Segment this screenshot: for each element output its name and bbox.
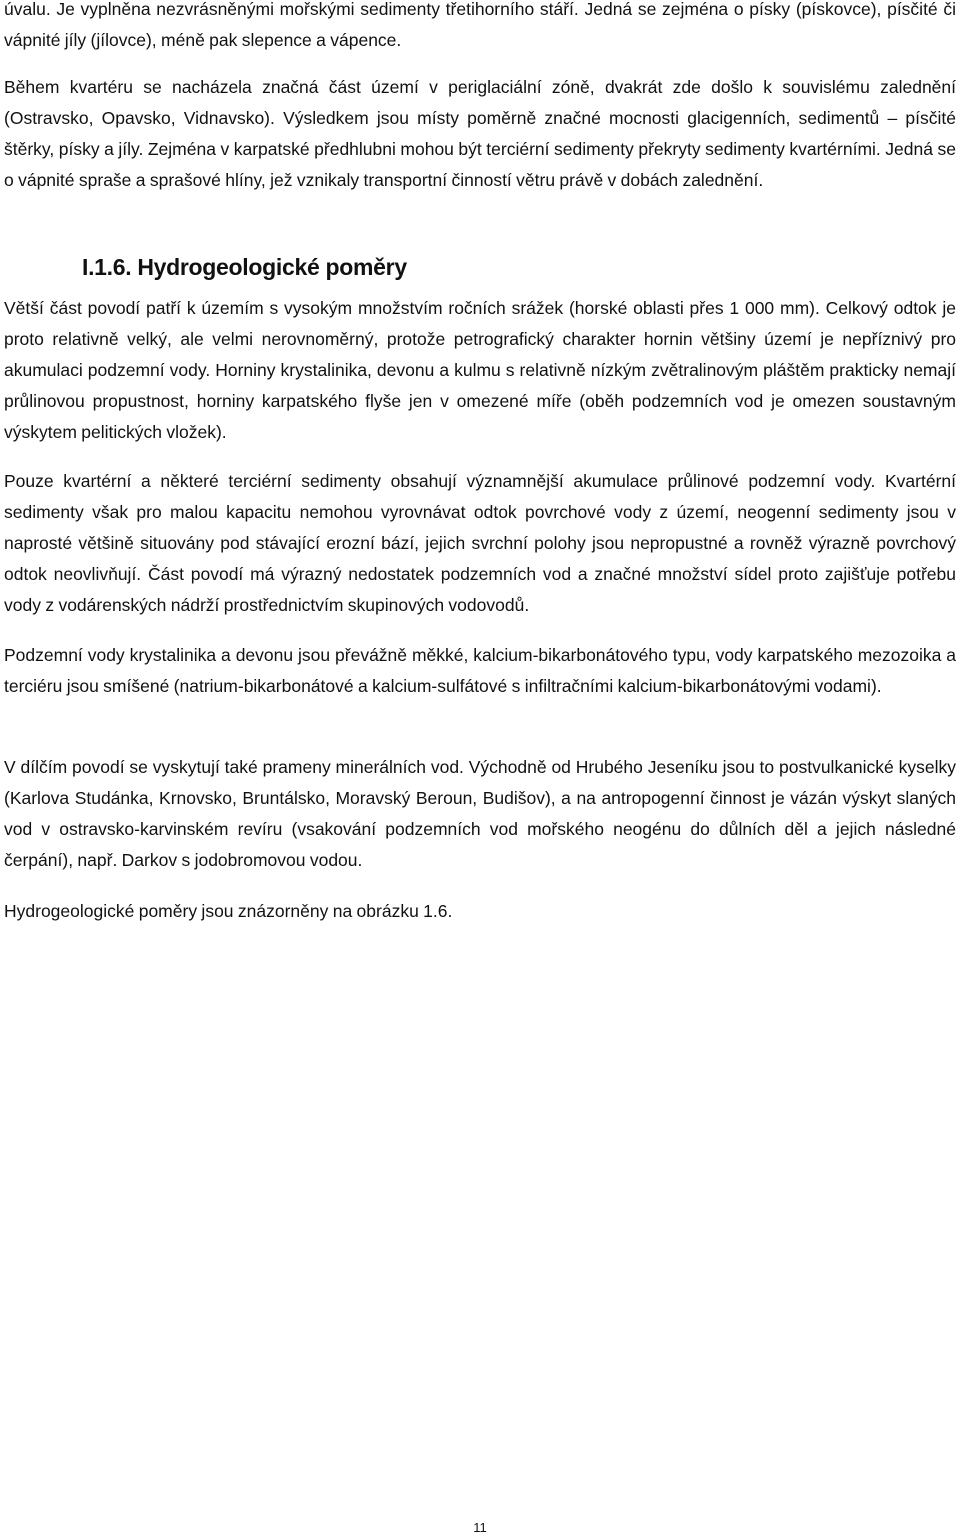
paragraph-mineral-springs: V dílčím povodí se vyskytují také prameny minerálních vod. Východně od Hrubého Jeseníku jsou to postvulkanické kyselky (Karlova Studánka, Krnovsko, Bruntálsko, Moravský Beroun, Budišov), a na antropogenní činnost je vázán výskyt slaných vod v ostravsko-karvinském revíru (vsakování podzemních vod mořského neogénu do důlních děl a jejich následné čerpání), např. Darkov s jodobromovou vodou.: [4, 757, 956, 870]
section-heading: [82, 250, 407, 284]
section-number: I.1.6.: [82, 254, 132, 280]
paragraph-aquifers: Pouze kvartérní a některé terciérní sedimenty obsahují významnější akumulace průlinové podzemní vody. Kvartérní sedimenty však pro malou kapacitu nemohou vyrovnávat odtok povrchové vody z území, neogenní sedimenty jsou v naprosté většině situovány pod stávající erozní bází, jejich svrchní polohy jsou nepropustné a rovněž výrazně povrchový odtok neovlivňují. Část povodí má výrazný nedostatek podzemních vod a značné množství sídel proto zajišťuje potřebu vody z vodárenských nádrží prostřednictvím skupinových vodovodů.: [4, 471, 956, 615]
page-number: 11: [473, 1520, 487, 1535]
paragraph-water-chemistry: Podzemní vody krystalinika a devonu jsou převážně měkké, kalcium-bikarbonátového typu, vody karpatského mezozoika a terciéru jsou smíšené (natrium-bikarbonátové a kalcium-sulfátové s infiltračními kalcium-bikarbonátovými vodami).: [4, 645, 956, 696]
section-title: Hydrogeologické poměry: [137, 254, 407, 280]
paragraph-runoff: Větší část povodí patří k územím s vysokým množstvím ročních srážek (horské oblasti přes 1 000 mm). Celkový odtok je proto relativně velký, ale velmi nerovnoměrný, protože petrografický charakter hornin většiny území je nepříznivý pro akumulaci podzemní vody. Horniny krystalinika, devonu a kulmu s relativně nízkým zvětralinovým pláštěm prakticky nemají průlinovou propustnost, horniny karpatského flyše jen v omezené míře (oběh podzemních vod je omezen soustavným výskytem pelitických vložek).: [4, 298, 956, 442]
paragraph-quaternary: Během kvartéru se nacházela značná část území v periglaciální zóně, dvakrát zde došlo k souvislému zalednění (Ostravsko, Opavsko, Vidnavsko). Výsledkem jsou místy poměrně značné mocnosti glacigenních, sedimentů – písčité štěrky, písky a jíly. Zejména v karpatské předhlubni mohou být terciérní sedimenty překryty sedimenty kvartérními. Jedná se o vápnité spraše a sprašové hlíny, jež vznikaly transportní činností větru právě v dobách zalednění.: [4, 77, 956, 190]
paragraph-sediments-intro: úvalu. Je vyplněna nezvrásněnými mořskými sedimenty třetihorního stáří. Jedná se zejména o písky (pískovce), písčité či vápnité jíly (jílovce), méně pak slepence a vápence.: [4, 0, 956, 50]
paragraph-figure-reference: Hydrogeologické poměry jsou znázorněny na obrázku 1.6.: [4, 901, 453, 921]
